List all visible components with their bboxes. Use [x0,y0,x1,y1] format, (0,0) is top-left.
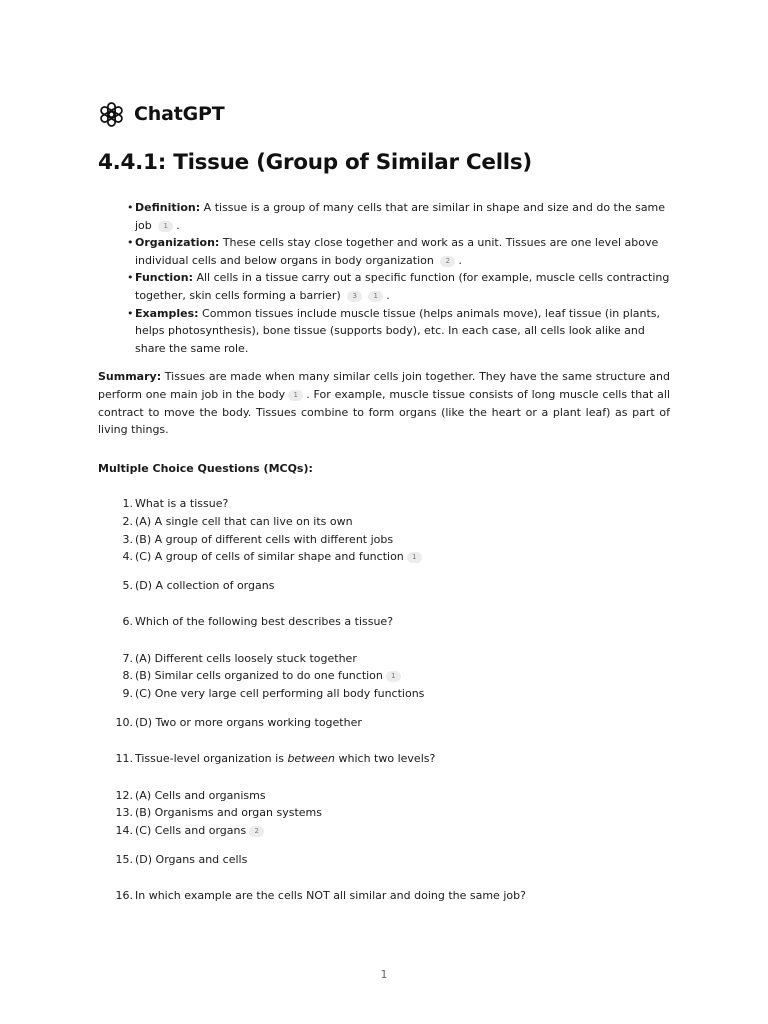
mcq-text: (B) Similar cells organized to do one function [135,669,383,683]
mcq-item [98,613,670,631]
citation-badge[interactable]: 2 [249,826,264,837]
summary-text-after: . For example, muscle tissue consists of long muscle cells that all contract to move the body. Tissues combine to form organs (like the heart or a plant leaf) as part of living things. [98,387,670,437]
mcq-text: Tissue-level organization is [135,752,288,766]
mcq-item [98,495,670,513]
key-points-list [98,199,670,357]
key-point-label: Function: [135,271,193,285]
mcq-number: 5. [122,578,133,592]
key-point-label: Definition: [135,201,201,214]
mcq-number: 8. [122,669,133,683]
key-point-label: Organization: [135,236,220,250]
mcq-number: 13. [115,806,133,820]
mcq-number: 11. [115,752,133,766]
document-page [98,98,670,905]
mcq-text: (B) Organisms and organ systems [135,806,322,820]
mcq-text: (C) One very large cell performing all body functions [135,687,425,701]
citation-badge[interactable]: 3 [347,291,362,302]
mcq-item [98,531,670,549]
summary-paragraph [98,368,670,438]
mcq-item [98,513,670,531]
mcq-text: In which example are the cells NOT all similar and doing the same job? [135,889,526,903]
key-point-text: Common tissues include muscle tissue (helps animals move), leaf tissue (in plants, helps photosynthesis), bone tissue (supports body), etc. In each case, all cells look alike and share the same role. [135,306,661,355]
key-point-label: Examples: [135,306,199,320]
mcq-text: (A) Cells and organisms [135,788,266,802]
citation-badge[interactable]: 1 [158,221,173,232]
citation-badge[interactable]: 1 [407,552,422,563]
mcq-item [98,667,670,685]
mcq-number: 15. [115,852,133,866]
mcq-item [98,685,670,703]
key-point-item [135,269,670,304]
key-point-tail: . [176,218,180,232]
mcq-number: 14. [115,824,133,838]
citation-badge[interactable]: 2 [440,256,455,267]
key-point-tail: . [386,288,390,302]
brand-header [98,98,670,130]
mcq-text: (D) Two or more organs working together [135,715,362,729]
mcq-number: 3. [122,532,133,546]
mcq-item [98,750,670,768]
mcq-item [98,851,670,869]
mcq-text: which two levels? [335,752,436,766]
citation-badge[interactable]: 1 [386,671,401,682]
mcq-number: 1. [122,497,133,511]
mcq-text: (C) Cells and organs [135,824,247,838]
key-point-text: These cells stay close together and work as a unit. Tissues are one level above individual cells and below organs in body organization [135,236,659,267]
mcq-text: (A) Different cells loosely stuck together [135,651,357,665]
mcq-item [98,822,670,840]
mcq-number: 16. [115,889,133,903]
mcq-item [98,787,670,805]
mcq-text: What is a tissue? [135,497,229,511]
mcq-number: 6. [122,615,133,629]
citation-badge[interactable]: 1 [368,291,383,302]
mcq-item [98,548,670,566]
key-point-text: A tissue is a group of many cells that are similar in shape and size and do the same job [135,201,666,232]
citation-badge[interactable]: 1 [288,390,303,401]
key-point-tail: . [458,253,462,267]
summary-label: Summary: [98,370,162,384]
mcq-text: (D) A collection of organs [135,578,275,592]
page-title: 4.4.1: Tissue (Group of Similar Cells) [98,150,532,175]
key-point-item [135,305,670,358]
brand-name: ChatGPT [134,103,225,125]
mcq-text: (C) A group of cells of similar shape and function [135,550,404,564]
openai-logo-icon [98,101,125,128]
mcq-number: 7. [122,651,133,665]
mcq-heading: Multiple Choice Questions (MCQs): [98,461,313,475]
mcq-number: 10. [115,715,133,729]
mcq-item [98,804,670,822]
mcq-number: 9. [122,687,133,701]
mcq-number: 12. [115,788,133,802]
mcq-text: (D) Organs and cells [135,852,248,866]
mcq-item [98,887,670,905]
key-point-text: All cells in a tissue carry out a specific function (for example, muscle cells contracting together, skin cells forming a barrier) [135,271,670,302]
mcq-number: 4. [122,550,133,564]
key-point-item [135,199,670,234]
mcq-item [98,577,670,595]
mcq-emphasis: between [287,752,336,766]
mcq-text: (A) A single cell that can live on its own [135,514,353,528]
page-number: 1 [380,968,388,981]
summary-text-before: Tissues are made when many similar cells join together. They have the same structure and perform one main job in the body [98,370,671,401]
mcq-number: 2. [122,514,133,528]
mcq-text: Which of the following best describes a tissue? [135,615,394,629]
mcq-list [98,495,670,905]
key-point-item [135,234,670,269]
mcq-item [98,650,670,668]
mcq-text: (B) A group of different cells with different jobs [135,532,394,546]
mcq-item [98,714,670,732]
